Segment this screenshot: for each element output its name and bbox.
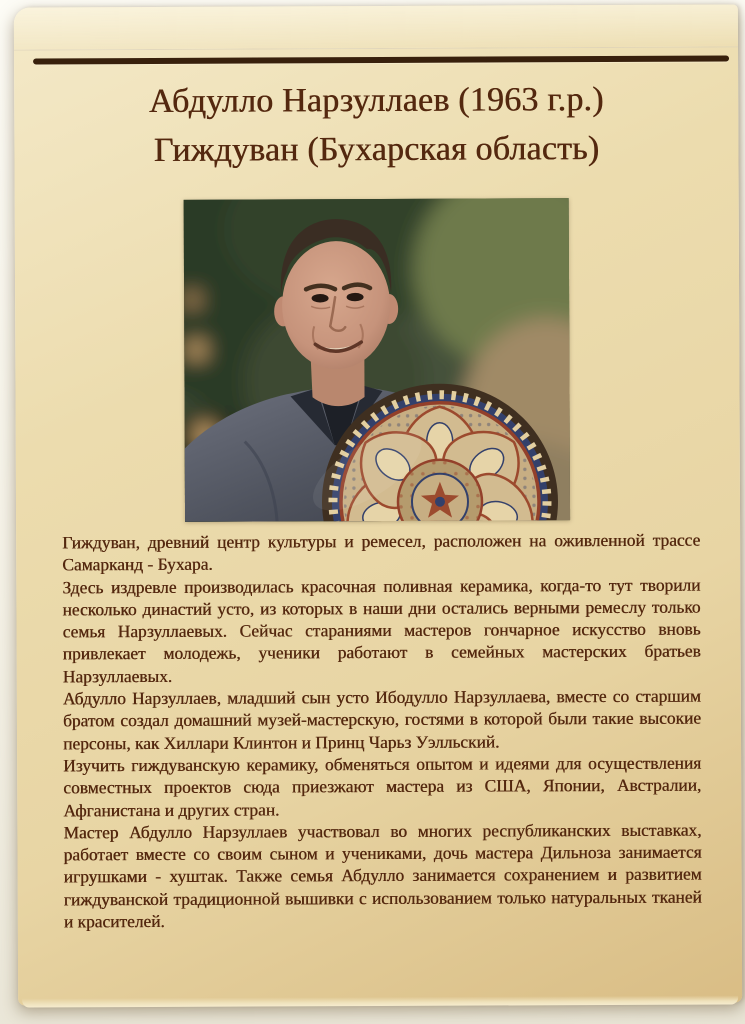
title-line-1: Абдулло Нарзуллаев (1963 г.р.) <box>148 81 604 120</box>
paragraph-2: Здесь издревле производилась красочная поливная керамика, когда-то тут творили несколько династий усто, из которых в наши дни остались верными ремеслу только семья Нарзуллаевых. Сейчас стараниями мастеров гончарное искусство вновь привлекает молодежь, ученики работают в семейных мастерских братьев Нарзуллаевых. <box>62 574 701 687</box>
portrait-photo <box>184 198 570 522</box>
sign-card <box>14 4 742 1005</box>
paragraph-1: Гиждуван, древний центр культуры и ремесел, расположен на оживленной трассе Самарканд - Бухара. <box>62 529 701 575</box>
title-line-2: Гиждуван (Бухарская область) <box>153 130 600 169</box>
sign-title <box>14 74 738 175</box>
top-rule <box>33 55 729 64</box>
portrait-photo-graphic <box>184 198 570 522</box>
paragraph-5: Мастер Абдулло Нарзуллаев участвовал во многих республиканских выставках, работает вместе со своим сыном и учениками, дочь мастера Дильноза занимается игрушками - хуштак. Также семья Абдулло занимается сохранением и развитием гиждуванской традиционной вышивки с использованием только натуральных тканей и красителей. <box>63 819 702 932</box>
paragraph-4: Изучить гиждуванскую керамику, обменяться опытом и идеями для осуществления совместных проектов сюда приезжают мастера из США, Японии, Австралии, Афганистана и других стран. <box>63 752 702 820</box>
paragraph-3: Абдулло Нарзуллаев, младший сын усто Ибодулло Нарзуллаева, вместе со старшим братом создал домашний музей-мастерскую, гостями в которой были такие высокие персоны, как Хиллари Клинтон и Принц Чарьз Уэлльский. <box>62 685 701 754</box>
biography-text <box>62 529 702 933</box>
